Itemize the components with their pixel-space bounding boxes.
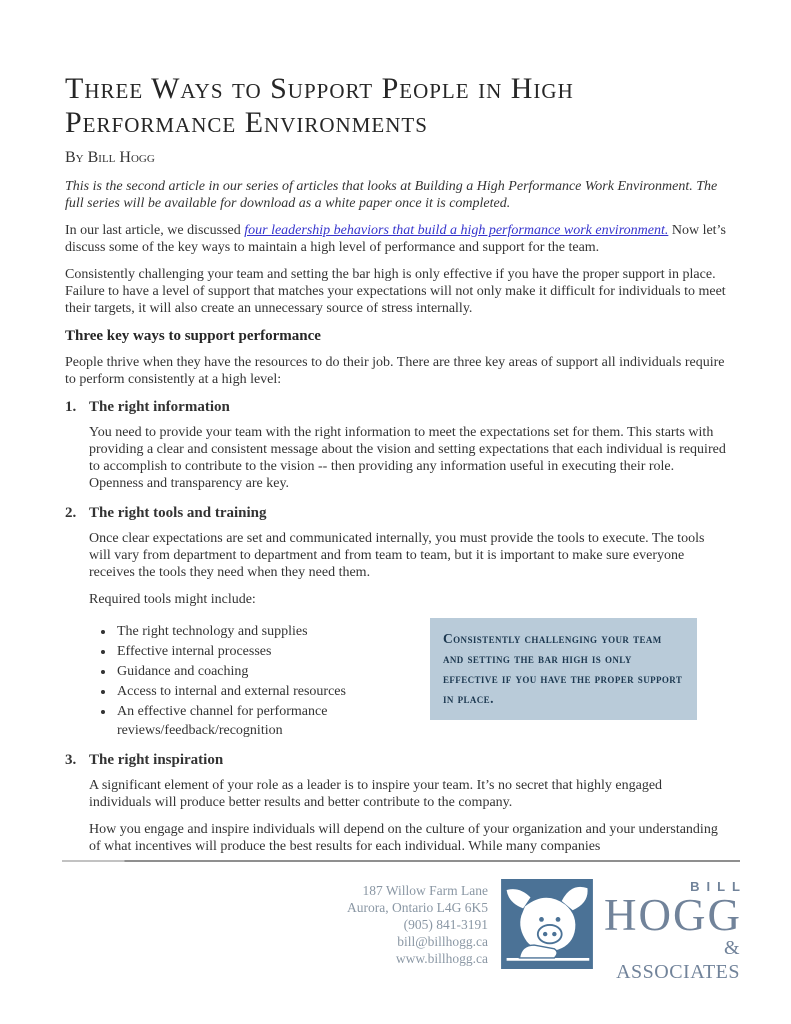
item-number: 3. [65,752,77,768]
item-paragraph: Once clear expectations are set and communicated internally, you must provide the tools to execute. The tools will vary from department to department and from team to team, but it is important to make sure everyone receives the tools they need when they need them. [89,531,705,580]
bullet-item: • Guidance and coaching [115,662,418,681]
tools-bullet-list [89,622,418,741]
link-paragraph-post: Now let’s discuss some of the key ways to maintain a high level of performance and support for the team. [65,223,726,255]
item-paragraph: Required tools might include: [89,592,256,607]
section-heading: Three key ways to support performance [65,328,321,344]
list-item-tools [65,504,727,749]
intro-paragraph: This is the second article in our series of articles that looks at Building a High Performance Work Environment. The full series will be available for download as a white paper once it is completed. [65,179,718,211]
pullquote-box: Consistently challenging your team and setting the bar high is only effective if you have the proper support in place. [430,618,697,720]
item-paragraph: How you engage and inspire individuals will depend on the culture of your organization and your understanding of what incentives will produce the best results for each individual. While many companies [89,822,718,854]
item-number: 2. [65,505,77,521]
company-logo-text [600,879,747,984]
link-paragraph-pre: In our last article, we discussed [65,223,245,238]
link-paragraph [65,222,727,256]
bullet-item: • An effective channel for performance reviews/feedback/recognition [115,702,418,740]
address-line-website: www.billhogg.ca [395,951,488,966]
address-line-phone: (905) 841-3191 [403,917,488,932]
logo-hogg-text: HOGG [604,890,742,940]
logo-bill-text: BILL [690,879,747,894]
address-line-email: bill@billhogg.ca [397,934,488,949]
challenge-paragraph: Consistently challenging your team and setting the bar high is only effective if you have the proper support in place. Failure to have a level of support that matches your expectations will not only make it difficult for individuals to meet their targets, it will also create an unnecessary source of stress internally. [65,267,726,316]
item-paragraph: A significant element of your role as a leader is to inspire your team. It’s no secret that highly engaged individuals will produce better results and better contribute to the company. [89,778,663,810]
bullet-item: • Access to internal and external resources [115,682,418,701]
bullet-item: • The right technology and supplies [115,622,418,641]
item-title-information: The right information [89,399,230,415]
item-number: 1. [65,399,77,415]
pig-logo-icon [501,879,593,969]
item-body [89,751,727,865]
tools-and-quote-row [89,618,727,741]
list-item-inspiration [65,751,727,865]
address-line-city: Aurora, Ontario L4G 6K5 [347,900,488,915]
byline: By Bill Hogg [65,149,155,166]
page-footer [62,860,747,984]
logo-associates-text: & ASSOCIATES [616,937,740,983]
leadership-behaviors-link[interactable]: four leadership behaviors that build a high performance work environment. [244,223,669,238]
item-paragraph: You need to provide your team with the right information to meet the expectations set for them. This starts with providing a clear and consistent message about the vision and setting expectations that each individual is required to accomplish to contribute to the vision -- then providing any information useful in executing their role. Openness and transparency are key. [89,425,726,491]
address-line-street: 187 Willow Farm Lane [362,883,488,898]
contact-address-block [347,879,488,967]
thrive-paragraph: People thrive when they have the resources to do their job. There are three key areas of support all individuals require to perform consistently at a high level: [65,355,725,387]
list-item-information [65,398,727,502]
item-title-tools: The right tools and training [89,505,267,521]
article-title: Three Ways to Support People in High Performance Environments [65,72,574,139]
item-body [89,504,727,749]
item-body [89,398,727,502]
item-title-inspiration: The right inspiration [89,752,224,768]
bullet-item: • Effective internal processes [115,642,418,661]
footer-content [62,862,747,984]
